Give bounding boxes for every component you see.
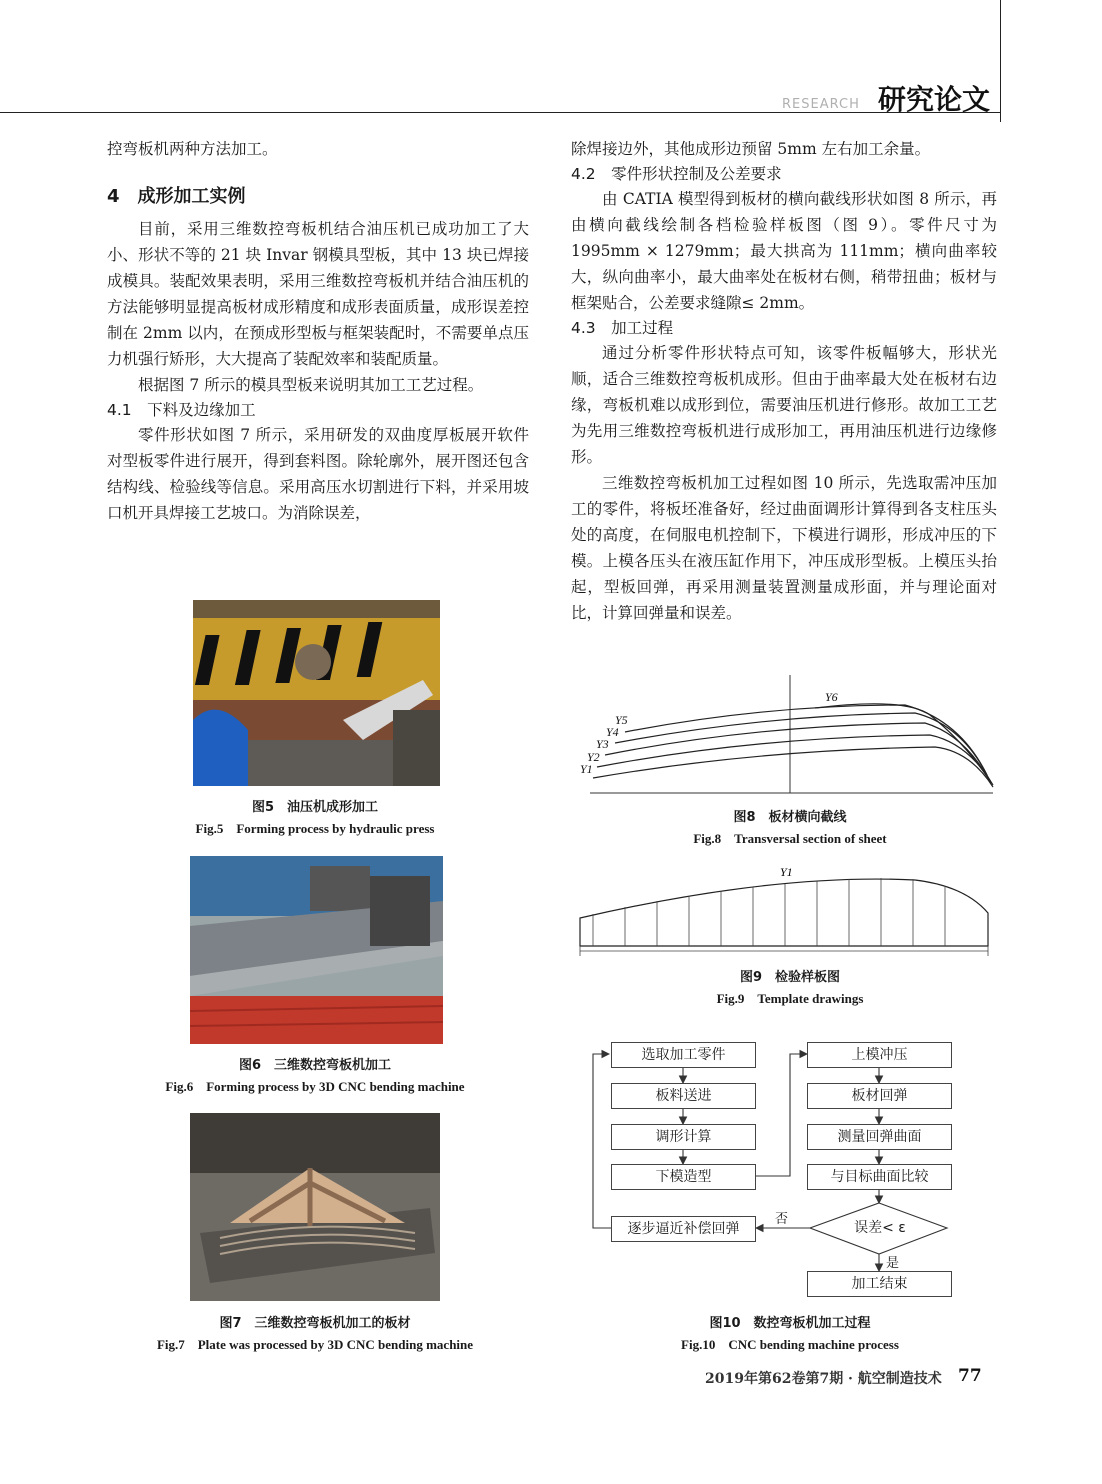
fig8-label-y4: Y4 — [606, 725, 619, 739]
flow-upper-press: 上模冲压 — [807, 1042, 952, 1068]
footer-journal: 2019年第62卷第7期 · 航空制造技术 — [705, 1371, 942, 1387]
fig9-diagram — [575, 858, 995, 963]
right-para-3: 三维数控弯板机加工过程如图 10 所示，先选取需冲压加工的零件，将板坯准备好，经过曲面调形计算得到各支柱压头处的高度，在伺服电机控制下，下模进行调形，形成冲压的下模。上模各压头在液压缸作用下，冲压成形型板。上模压头抬起，型板回弹，再采用测量装置测量成形面，并与理论面对比，计算回弹量和误差。 — [571, 474, 997, 622]
right-column — [571, 136, 997, 626]
flow-calc: 调形计算 — [611, 1124, 756, 1150]
left-column — [107, 136, 529, 526]
flow-compensate: 逐步逼近补偿回弹 — [611, 1216, 756, 1242]
fig6-photo — [190, 856, 443, 1044]
fig6-caption-en: Fig.6 Forming process by 3D CNC bending machine — [165, 1079, 465, 1094]
flow-no-label: 否 — [775, 1212, 789, 1227]
left-para-0: 控弯板机两种方法加工。 — [107, 140, 278, 158]
right-para-0: 除焊接边外，其他成形边预留 5mm 左右加工余量。 — [571, 140, 931, 158]
fig8-caption-cn: 图8 板材横向截线 — [733, 810, 847, 825]
header-research: RESEARCH — [782, 97, 860, 112]
header-rule — [0, 112, 1000, 113]
fig8-label-y2: Y2 — [587, 750, 600, 764]
section-4-1-heading: 4.1 下料及边缘加工 — [107, 401, 256, 419]
fig10-caption-en: Fig.10 CNC bending machine process — [681, 1337, 899, 1352]
flow-measure: 测量回弹曲面 — [807, 1124, 952, 1150]
flow-decision: 误差< ε — [854, 1220, 906, 1236]
fig9-label-y1: Y1 — [780, 865, 793, 879]
page-number: 77 — [958, 1366, 982, 1386]
fig9-caption-en: Fig.9 Template drawings — [716, 991, 864, 1006]
fig10-caption-cn: 图10 数控弯板机加工过程 — [709, 1316, 871, 1331]
left-para-1: 目前，采用三维数控弯板机结合油压机已成功加工了大小、形状不等的 21 块 Invar 钢模具型板，其中 13 块已焊接成模具。装配效果表明，采用三维数控弯板机并结合油压机的方法能够明显提高板材成形精度和成形表面质量，成形误差控制在 2mm 以内，在预成形型板与框架装配时，不需要单点压力机强行矫形，大大提高了装配效率和装配质量。 — [107, 220, 529, 368]
fig7-caption-cn: 图7 三维数控弯板机加工的板材 — [219, 1316, 411, 1331]
left-para-2: 根据图 7 所示的模具型板来说明其加工工艺过程。 — [138, 376, 484, 394]
fig7-caption-en: Fig.7 Plate was processed by 3D CNC bending machine — [156, 1337, 474, 1352]
flow-lower-die: 下模造型 — [611, 1164, 756, 1190]
section-4-2-heading: 4.2 零件形状控制及公差要求 — [571, 165, 782, 183]
fig8-label-y5: Y5 — [615, 713, 628, 727]
fig5-photo — [193, 600, 440, 786]
fig5-caption-en: Fig.5 Forming process by hydraulic press — [195, 821, 435, 836]
section-4-3-heading: 4.3 加工过程 — [571, 319, 674, 337]
fig7-photo — [190, 1113, 440, 1301]
flow-compare: 与目标曲面比较 — [807, 1164, 952, 1190]
fig8-label-y3: Y3 — [596, 737, 609, 751]
fig8-label-y6: Y6 — [825, 690, 838, 704]
flow-select-part: 选取加工零件 — [611, 1042, 756, 1068]
right-para-1: 由 CATIA 模型得到板材的横向截线形状如图 8 所示，再由横向截线绘制各档检验样板图（图 9）。零件尺寸为 1995mm × 1279mm；最大拱高为 111mm；横向曲率较大，纵向曲率小，最大曲率处在板材右侧，稍带扭曲；板材与框架贴合，公差要求缝隙≤ 2mm。 — [571, 190, 997, 312]
flow-yes-label: 是 — [886, 1256, 900, 1271]
fig6-caption-cn: 图6 三维数控弯板机加工 — [238, 1058, 392, 1073]
flow-feed: 板料送进 — [611, 1083, 756, 1109]
fig8-diagram — [575, 675, 995, 800]
fig8-label-y1: Y1 — [580, 762, 593, 776]
flow-springback: 板材回弹 — [807, 1083, 952, 1109]
right-para-2: 通过分析零件形状特点可知，该零件板幅够大，形状光顺，适合三维数控弯板机成形。但由于曲率最大处在板材右边缘，弯板机难以成形到位，需要油压机进行修形。故加工工艺为先用三维数控弯板机进行成形加工，再用油压机进行边缘修形。 — [571, 344, 997, 466]
fig5-caption-cn: 图5 油压机成形加工 — [251, 800, 379, 815]
flow-end: 加工结束 — [807, 1271, 952, 1297]
fig8-caption-en: Fig.8 Transversal section of sheet — [693, 831, 887, 846]
fig9-caption-cn: 图9 检验样板图 — [739, 970, 841, 985]
header-section-title: 研究论文 — [878, 83, 991, 116]
section-4-heading: 4 成形加工实例 — [107, 186, 246, 207]
header-vertical-rule — [1000, 0, 1001, 122]
left-para-3: 零件形状如图 7 所示，采用研发的双曲度厚板展开软件对型板零件进行展开，得到套料图。除轮廓外，展开图还包含结构线、检验线等信息。采用高压水切割进行下料，并采用坡口机开具焊接工艺坡口。为消除误差， — [107, 426, 529, 522]
